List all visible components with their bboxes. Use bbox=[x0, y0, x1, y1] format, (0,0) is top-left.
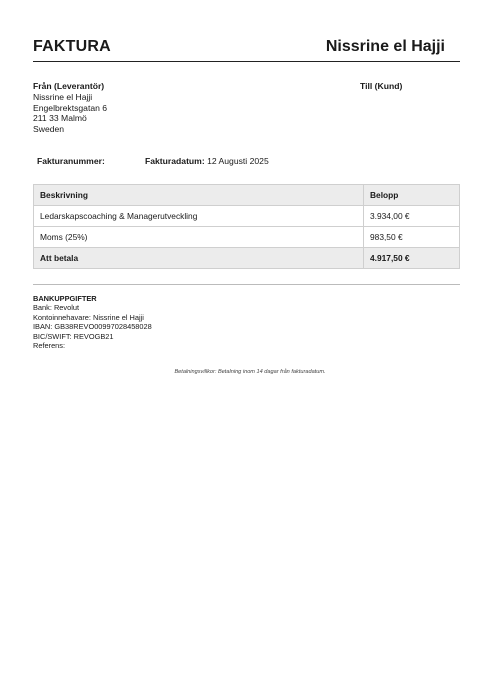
total-label: Att betala bbox=[34, 248, 364, 269]
invoice-date bbox=[145, 156, 269, 166]
account-holder: Kontoinnehavare: Nissrine el Hajji bbox=[33, 312, 144, 322]
supplier-postal-city: 211 33 Malmö bbox=[33, 113, 87, 124]
table-header-row bbox=[34, 185, 460, 206]
total-amount: 4.917,50 € bbox=[364, 248, 460, 269]
invoice-date-label: Fakturadatum: bbox=[145, 156, 205, 166]
supplier-name: Nissrine el Hajji bbox=[33, 91, 93, 102]
supplier-block bbox=[33, 81, 107, 135]
reference: Referens: bbox=[33, 341, 66, 351]
bank-details bbox=[33, 294, 152, 350]
total-row bbox=[34, 248, 460, 269]
invoice-number-label: Fakturanummer: bbox=[37, 156, 105, 166]
table-row bbox=[34, 206, 460, 227]
row-amount: 3.934,00 € bbox=[364, 206, 460, 227]
table-row bbox=[34, 227, 460, 248]
issuer-name-heading: Nissrine el Hajji bbox=[325, 38, 445, 55]
supplier-street: Engelbrektsgatan 6 bbox=[33, 102, 108, 113]
invoice-date-value: 12 Augusti 2025 bbox=[207, 156, 269, 166]
header-divider bbox=[33, 61, 460, 62]
customer-label: Till (Kund) bbox=[360, 81, 403, 91]
row-description: Ledarskapscoaching & Managerutveckling bbox=[34, 206, 364, 227]
section-divider bbox=[33, 284, 460, 285]
supplier-country: Sweden bbox=[33, 124, 65, 135]
supplier-label: Från (Leverantör) bbox=[33, 81, 105, 91]
bank-details-title: BANKUPPGIFTER bbox=[33, 294, 97, 303]
column-header-amount: Belopp bbox=[364, 185, 460, 206]
line-items-table bbox=[33, 184, 460, 269]
bank-name: Bank: Revolut bbox=[33, 303, 80, 313]
payment-terms: Betalningsvillkor: Betalning inom 14 dagar från fakturadatum. bbox=[174, 369, 326, 375]
column-header-description: Beskrivning bbox=[34, 185, 364, 206]
invoice-title: FAKTURA bbox=[33, 38, 111, 55]
iban: IBAN: GB38REVO00997028458028 bbox=[33, 322, 152, 332]
row-description: Moms (25%) bbox=[34, 227, 364, 248]
bic-swift: BIC/SWIFT: REVOGB21 bbox=[33, 331, 114, 341]
row-amount: 983,50 € bbox=[364, 227, 460, 248]
